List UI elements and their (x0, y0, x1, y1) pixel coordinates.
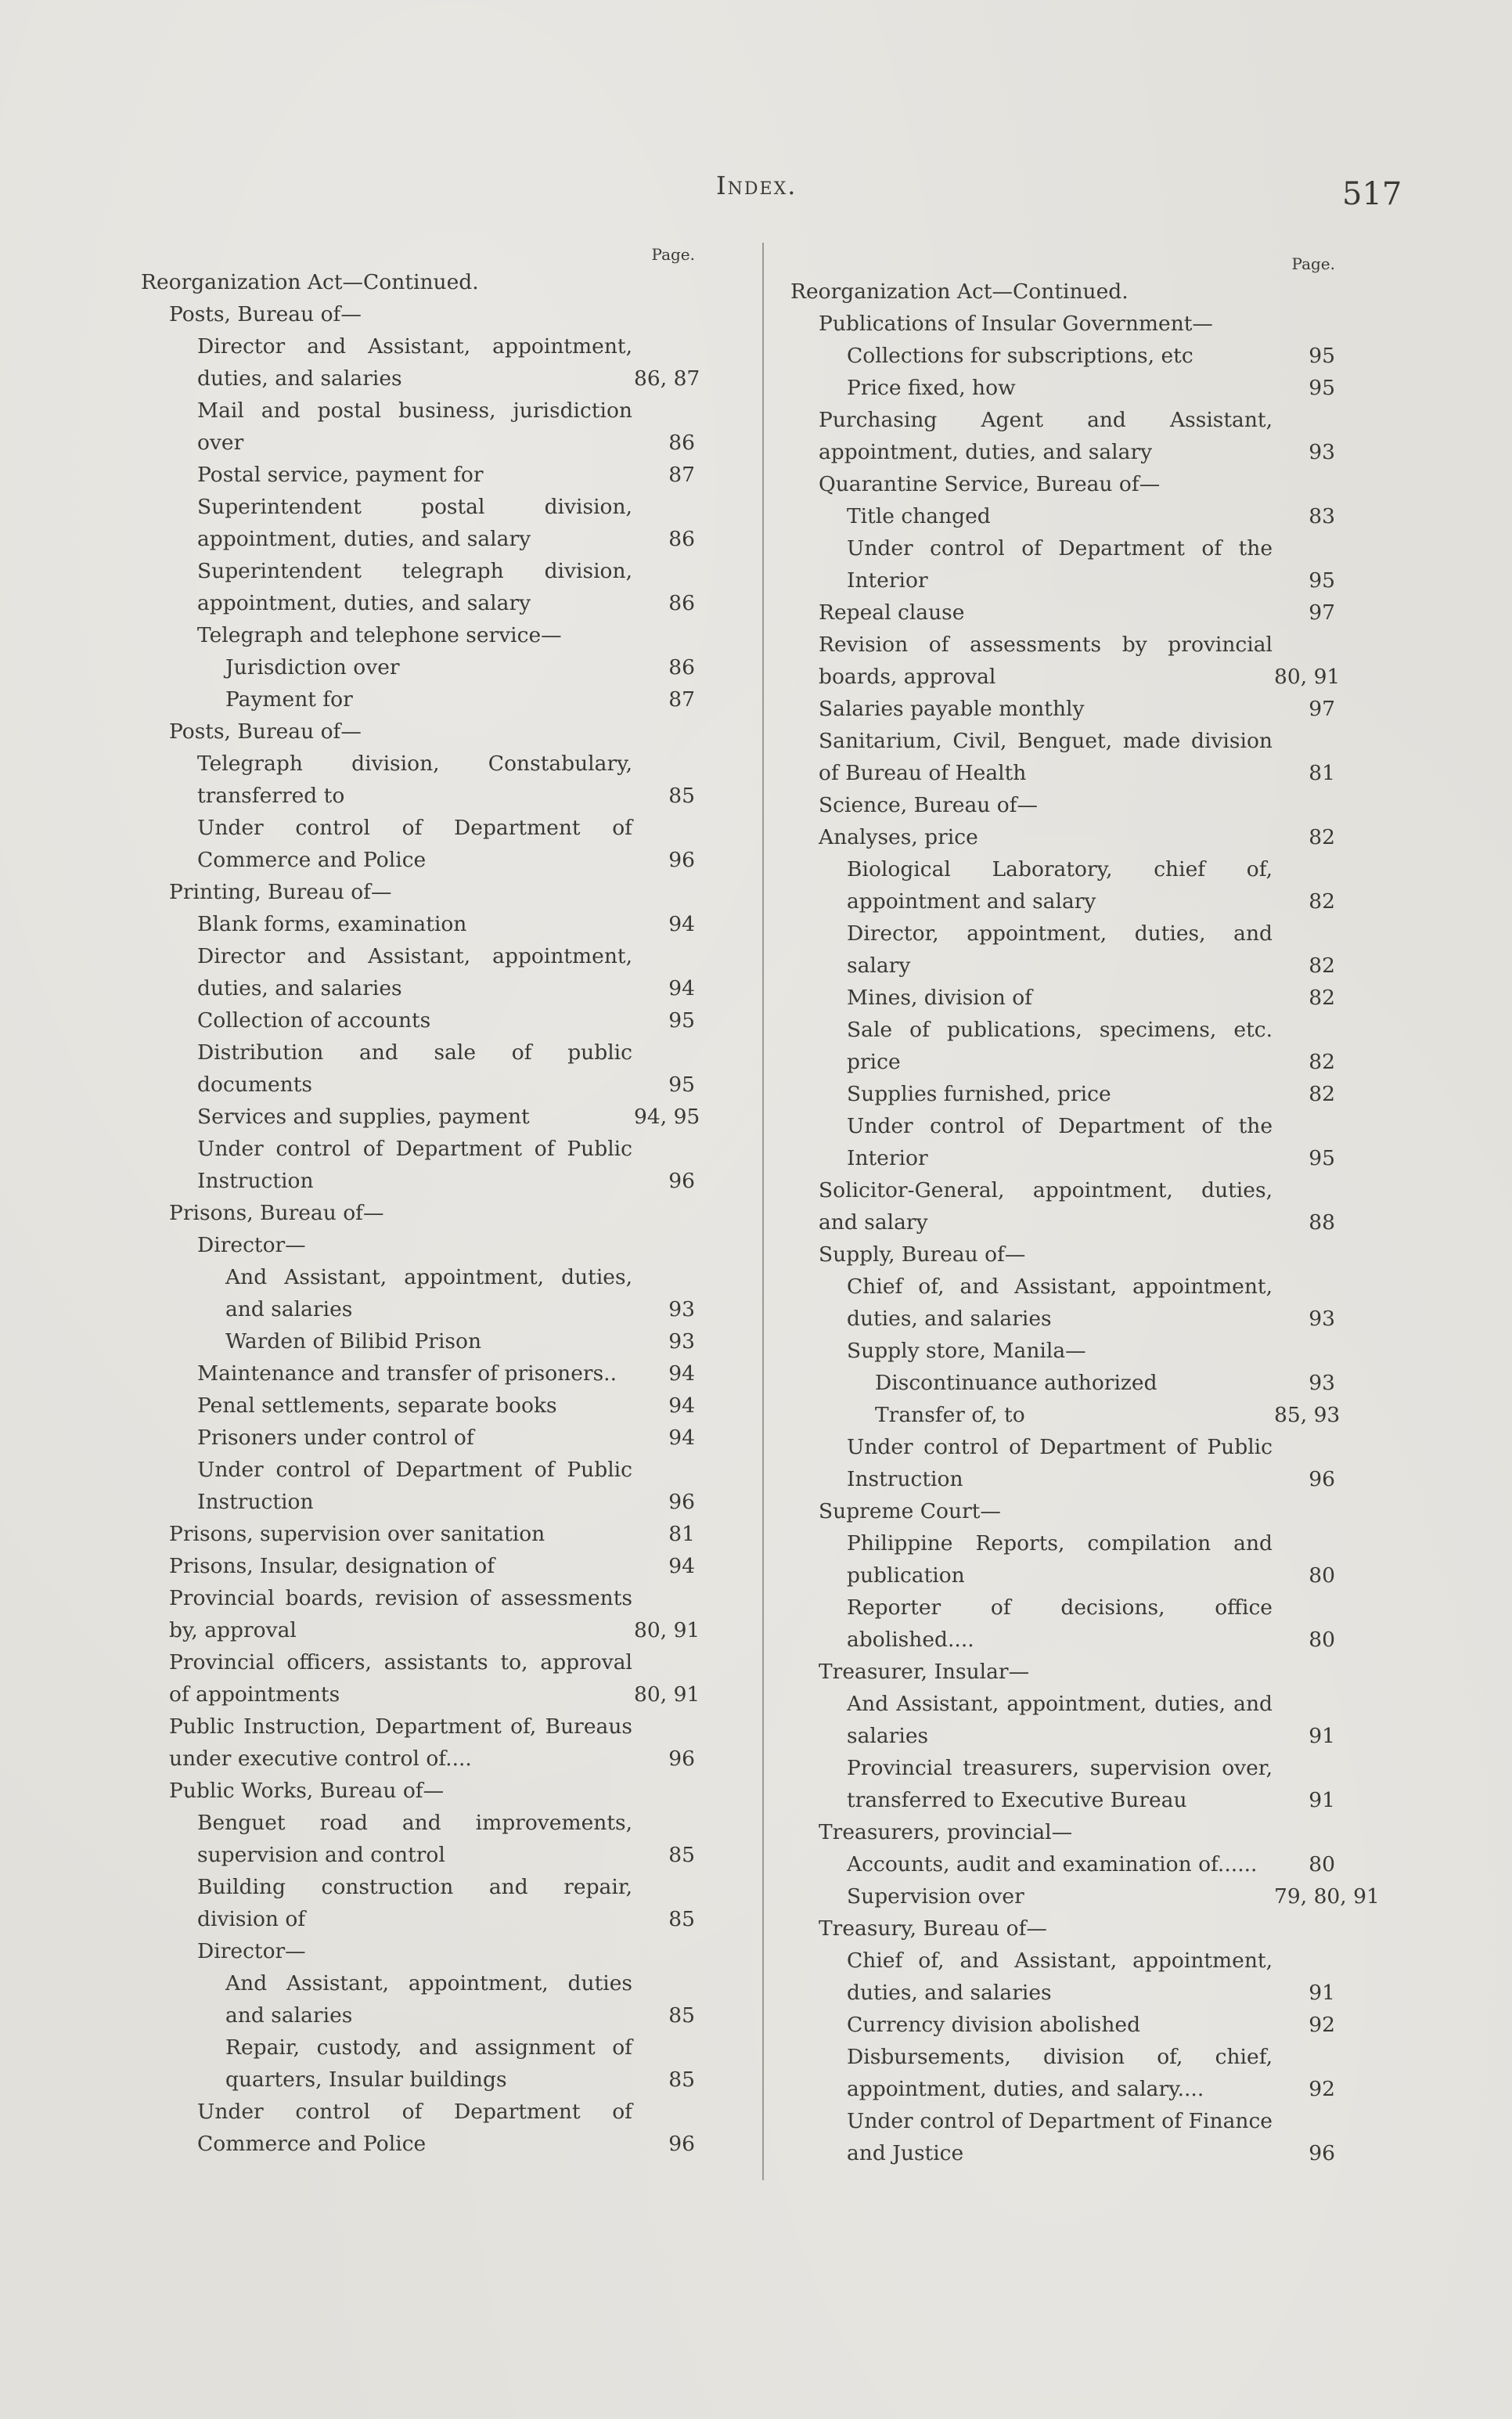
index-entry (141, 491, 695, 555)
index-entry (141, 876, 695, 908)
index-entry (790, 1656, 1335, 1688)
index-entry-page: 82 (1309, 954, 1335, 978)
index-entry-page: 96 (1309, 1467, 1335, 1491)
index-entry (790, 1816, 1335, 1848)
index-entry-text: Currency division abolished (847, 2013, 1141, 2037)
index-entry (790, 1945, 1335, 2009)
index-entry (141, 1390, 695, 1422)
index-entry (790, 917, 1335, 982)
index-entry-text: Warden of Bilibid Prison (225, 1329, 482, 1354)
index-entry (790, 2041, 1335, 2105)
index-entry-page: 86, 87 (634, 366, 700, 391)
index-entry (141, 619, 695, 651)
index-entry-page: 93 (1309, 1307, 1335, 1331)
index-entry-page: 93 (668, 1329, 695, 1354)
index-entry (141, 1229, 695, 1261)
index-entry-page: 97 (1309, 697, 1335, 721)
index-entry-text: Payment for (225, 687, 353, 712)
index-entry-text: Posts, Bureau of— (169, 302, 362, 326)
index-entry (141, 1646, 700, 1711)
index-entry-text: Chief of, and Assistant, appointment, duties, and salaries (847, 1274, 1273, 1331)
index-entry-text: Provincial treasurers, supervision over, transferred to Executive Bureau (847, 1756, 1273, 1812)
index-entry-text: Biological Laboratory, chief of, appointment and salary (847, 857, 1273, 914)
index-entry-text: Postal service, payment for (197, 463, 484, 487)
index-entry (790, 693, 1335, 725)
index-entry (790, 1271, 1335, 1335)
index-entry-page: 96 (668, 2132, 695, 2156)
index-entry-text: Director— (197, 1233, 306, 1257)
index-entry-text: Collection of accounts (197, 1008, 431, 1033)
index-entry-page: 80, 91 (1274, 665, 1341, 689)
index-entry-text: Distribution and sale of public documents (197, 1040, 632, 1097)
index-entry-text: Solicitor-General, appointment, duties, and salary (819, 1178, 1273, 1235)
index-entry-text: Provincial boards, revision of assessments by, approval (169, 1586, 632, 1642)
index-entry (790, 1431, 1335, 1495)
index-entry-text: Supply, Bureau of— (819, 1242, 1026, 1267)
index-entry-page: 95 (1309, 376, 1335, 400)
index-entry-page: 87 (668, 463, 695, 487)
index-entry-text: Supplies furnished, price (847, 1082, 1111, 1106)
index-entry (790, 1014, 1335, 1078)
index-entry-page: 91 (1309, 1788, 1335, 1812)
index-entry-text: Superintendent telegraph division, appointment, duties, and salary (197, 559, 632, 615)
index-entry-page: 95 (668, 1073, 695, 1097)
index-entry-page: 94 (668, 1393, 695, 1418)
running-head: Index. (716, 171, 797, 200)
index-entry-text: Reorganization Act—Continued. (141, 270, 479, 294)
index-entry-text: Salaries payable monthly (819, 697, 1085, 721)
index-entry-text: Under control of Department of Public Instruction (847, 1435, 1273, 1491)
page-column-label: Page. (651, 245, 695, 264)
index-entry-page: 91 (1309, 1724, 1335, 1748)
index-entry-page: 80, 91 (634, 1682, 700, 1707)
index-entry (141, 1871, 695, 1935)
index-entry (141, 1357, 695, 1390)
index-entry-text: Public Works, Bureau of— (169, 1779, 445, 1803)
index-entry-page: 82 (1309, 889, 1335, 914)
index-entry (141, 1711, 695, 1775)
index-entry-page: 88 (1309, 1210, 1335, 1235)
index-entry (790, 1335, 1335, 1367)
index-entry-page: 91 (1309, 1981, 1335, 2005)
index-entry-page: 93 (668, 1297, 695, 1321)
index-entry-page: 95 (1309, 1146, 1335, 1170)
index-entry (141, 266, 695, 298)
index-entry-page: 82 (1309, 1082, 1335, 1106)
index-entry-text: Telegraph and telephone service— (197, 623, 562, 647)
index-entry-text: Repair, custody, and assignment of quarters, Insular buildings (225, 2035, 632, 2092)
index-entry-text: Science, Bureau of— (819, 793, 1039, 817)
index-entry-text: Blank forms, examination (197, 912, 467, 936)
index-entry-text: Collections for subscriptions, etc (847, 344, 1193, 368)
index-entry-page: 85, 93 (1274, 1403, 1341, 1427)
index-entry (141, 1101, 700, 1133)
index-entry-text: Supreme Court— (819, 1499, 1001, 1523)
index-entry (141, 683, 695, 716)
index-entry-text: Director and Assistant, appointment, duties, and salaries (197, 944, 632, 1000)
index-entry-text: Supervision over (847, 1884, 1024, 1909)
index-entry-text: Superintendent postal division, appointment, duties, and salary (197, 495, 632, 551)
index-entry-text: Treasury, Bureau of— (819, 1916, 1047, 1941)
index-entry-page: 96 (668, 1169, 695, 1193)
page-number: 517 (1342, 176, 1402, 212)
index-entry-text: Printing, Bureau of— (169, 880, 392, 904)
index-column-left (141, 243, 700, 2160)
index-entry (790, 532, 1335, 597)
index-entry (141, 1004, 695, 1036)
index-entry (141, 1454, 695, 1518)
index-entry-page: 85 (668, 2068, 695, 2092)
index-entry (141, 555, 695, 619)
index-entry (790, 1688, 1335, 1752)
index-entry-page: 83 (1309, 504, 1335, 528)
index-entry-text: Jurisdiction over (225, 655, 400, 680)
index-entry (790, 789, 1335, 821)
index-entry-text: And Assistant, appointment, duties and salaries (225, 1971, 632, 2028)
index-entry-page: 80 (1309, 1563, 1335, 1588)
index-entry-text: Prisons, Insular, designation of (169, 1554, 495, 1578)
index-entry (790, 1527, 1335, 1592)
index-entry-page: 82 (1309, 825, 1335, 849)
index-entry-text: Purchasing Agent and Assistant, appointment, duties, and salary (819, 408, 1273, 464)
index-entry (790, 725, 1335, 789)
index-entry (141, 395, 695, 459)
index-entry-text: Analyses, price (819, 825, 978, 849)
index-entry-text: Repeal clause (819, 600, 965, 625)
index-entry-text: Sale of publications, specimens, etc. price (847, 1018, 1273, 1074)
index-entry (790, 1880, 1380, 1912)
index-entry-text: Under control of Department of Commerce and Police (197, 816, 632, 872)
index-entry-text: Penal settlements, separate books (197, 1393, 557, 1418)
index-entry (141, 1261, 695, 1325)
index-entry-text: And Assistant, appointment, duties, and salaries (847, 1692, 1273, 1748)
index-entry-page: 87 (668, 687, 695, 712)
index-entry (790, 853, 1335, 917)
index-entry (790, 2009, 1335, 2041)
index-entry-text: Under control of Department of Public Instruction (197, 1458, 632, 1514)
index-entry-text: Prisons, supervision over sanitation (169, 1522, 545, 1546)
index-entry (141, 651, 695, 683)
index-entry (790, 821, 1335, 853)
index-entry (141, 1550, 695, 1582)
index-entry (790, 500, 1335, 532)
index-entry (141, 1197, 695, 1229)
index-entry-text: Transfer of, to (875, 1403, 1025, 1427)
index-entry-page: 81 (1309, 761, 1335, 785)
index-entry (790, 1912, 1335, 1945)
index-entry-page: 85 (668, 784, 695, 808)
index-entry (141, 1775, 695, 1807)
index-entry (790, 468, 1335, 500)
index-entry-page: 95 (1309, 344, 1335, 368)
index-entry (790, 1752, 1335, 1816)
index-entry-page: 97 (1309, 600, 1335, 625)
index-entry (141, 2031, 695, 2096)
index-entry-text: Mines, division of (847, 986, 1032, 1010)
index-entry-page: 95 (668, 1008, 695, 1033)
index-entry-text: Telegraph division, Constabulary, transferred to (197, 752, 632, 808)
index-entry-text: Price fixed, how (847, 376, 1016, 400)
index-entry-text: Treasurers, provincial— (819, 1820, 1073, 1844)
index-entry-page: 86 (668, 591, 695, 615)
index-entry (790, 340, 1335, 372)
index-entry-text: Mail and postal business, jurisdiction over (197, 398, 632, 455)
index-entry (790, 2105, 1335, 2169)
index-entry (790, 1592, 1335, 1656)
page-column-label: Page. (1291, 254, 1335, 273)
index-entry-page: 93 (1309, 440, 1335, 464)
index-entry-page: 85 (668, 1843, 695, 1867)
index-entry (790, 1174, 1335, 1238)
index-entry-text: Publications of Insular Government— (819, 312, 1213, 336)
index-entry-text: Discontinuance authorized (875, 1371, 1157, 1395)
index-entry-page: 79, 80, 91 (1274, 1884, 1380, 1909)
index-entry-page: 82 (1309, 1050, 1335, 1074)
index-entry (790, 1078, 1335, 1110)
index-entry (141, 1807, 695, 1871)
index-entry (790, 597, 1335, 629)
index-entry-text: Public Instruction, Department of, Bureaus under executive control of.... (169, 1714, 632, 1771)
index-entry (141, 330, 700, 395)
index-entry (141, 298, 695, 330)
index-entry-text: And Assistant, appointment, duties, and salaries (225, 1265, 632, 1321)
index-entry (790, 1848, 1335, 1880)
index-entry-page: 80, 91 (634, 1618, 700, 1642)
index-entry (141, 748, 695, 812)
index-entry-page: 96 (668, 1490, 695, 1514)
index-entry (790, 629, 1341, 693)
index-entry (141, 940, 695, 1004)
index-entry-text: Director— (197, 1939, 306, 1963)
index-entry-page: 93 (1309, 1371, 1335, 1395)
index-entry-text: Services and supplies, payment (197, 1105, 530, 1129)
index-entry (141, 1935, 695, 1967)
index-entry (790, 1399, 1341, 1431)
index-entry-page: 94, 95 (634, 1105, 700, 1129)
column-divider (762, 243, 764, 2180)
index-entry-text: Sanitarium, Civil, Benguet, made division of Bureau of Health (819, 729, 1273, 785)
index-entry-text: Philippine Reports, compilation and publication (847, 1531, 1273, 1588)
index-entry (141, 1518, 695, 1550)
index-entry (141, 1036, 695, 1101)
index-entry-text: Under control of Department of Commerce and Police (197, 2100, 632, 2156)
index-entry-text: Prisons, Bureau of— (169, 1201, 384, 1225)
index-entry (141, 1325, 695, 1357)
index-entry-text: Under control of Department of Finance and Justice (847, 2109, 1273, 2165)
index-entry-page: 94 (668, 976, 695, 1000)
index-entry-text: Benguet road and improvements, supervision and control (197, 1811, 632, 1867)
index-entry-page: 94 (668, 1554, 695, 1578)
index-entry-text: Posts, Bureau of— (169, 719, 362, 744)
index-entry-text: Under control of Department of the Interior (847, 1114, 1273, 1170)
index-entry (141, 1133, 695, 1197)
index-entry-page: 86 (668, 527, 695, 551)
index-entry (790, 372, 1335, 404)
index-entry (141, 812, 695, 876)
index-entry (141, 1582, 700, 1646)
index-entry (790, 308, 1335, 340)
index-entry-text: Disbursements, division of, chief, appointment, duties, and salary.... (847, 2045, 1273, 2101)
index-entry-text: Director and Assistant, appointment, duties, and salaries (197, 334, 632, 391)
index-entry-text: Prisoners under control of (197, 1426, 474, 1450)
index-entry (141, 908, 695, 940)
index-entry (790, 276, 1335, 308)
index-entry-text: Quarantine Service, Bureau of— (819, 472, 1161, 496)
index-entry (141, 1967, 695, 2031)
index-entry-page: 92 (1309, 2077, 1335, 2101)
index-entry-page: 86 (668, 655, 695, 680)
index-entry-text: Maintenance and transfer of prisoners.. (197, 1361, 617, 1386)
index-entry-page: 94 (668, 1426, 695, 1450)
index-entry-page: 85 (668, 1907, 695, 1931)
index-entry-page: 80 (1309, 1852, 1335, 1876)
index-entry-text: Accounts, audit and examination of...... (847, 1852, 1258, 1876)
index-entry-page: 96 (668, 848, 695, 872)
index-entry-page: 85 (668, 2003, 695, 2028)
index-entry-page: 82 (1309, 986, 1335, 1010)
index-entry-text: Title changed (847, 504, 991, 528)
index-entry-text: Supply store, Manila— (847, 1339, 1086, 1363)
index-entry-text: Chief of, and Assistant, appointment, duties, and salaries (847, 1949, 1273, 2005)
index-entry (790, 404, 1335, 468)
index-entry-text: Under control of Department of Public Instruction (197, 1137, 632, 1193)
index-entry-page: 81 (668, 1522, 695, 1546)
index-entry-page: 95 (1309, 568, 1335, 593)
index-entry (790, 1495, 1335, 1527)
index-entry (141, 1422, 695, 1454)
index-entry (790, 1367, 1335, 1399)
index-entry-text: Revision of assessments by provincial boards, approval (819, 633, 1273, 689)
index-entry-text: Under control of Department of the Interior (847, 536, 1273, 593)
index-entry-text: Reporter of decisions, office abolished.... (847, 1595, 1273, 1652)
index-entry-page: 86 (668, 431, 695, 455)
index-entry (790, 1110, 1335, 1174)
index-entry (141, 2096, 695, 2160)
index-entry (141, 716, 695, 748)
index-entry-text: Treasurer, Insular— (819, 1660, 1030, 1684)
index-entry-text: Provincial officers, assistants to, approval of appointments (169, 1650, 632, 1707)
index-entry-page: 92 (1309, 2013, 1335, 2037)
index-entry (790, 982, 1335, 1014)
index-entry-page: 94 (668, 1361, 695, 1386)
index-entry-text: Reorganization Act—Continued. (790, 279, 1129, 304)
index-entry-page: 94 (668, 912, 695, 936)
index-entry-text: Building construction and repair, division of (197, 1875, 632, 1931)
index-column-right (790, 252, 1380, 2169)
index-entry (141, 459, 695, 491)
index-entry-page: 96 (668, 1747, 695, 1771)
index-entry-page: 80 (1309, 1628, 1335, 1652)
index-entry-text: Director, appointment, duties, and salary (847, 921, 1273, 978)
index-entry (790, 1238, 1335, 1271)
index-entry-page: 96 (1309, 2141, 1335, 2165)
